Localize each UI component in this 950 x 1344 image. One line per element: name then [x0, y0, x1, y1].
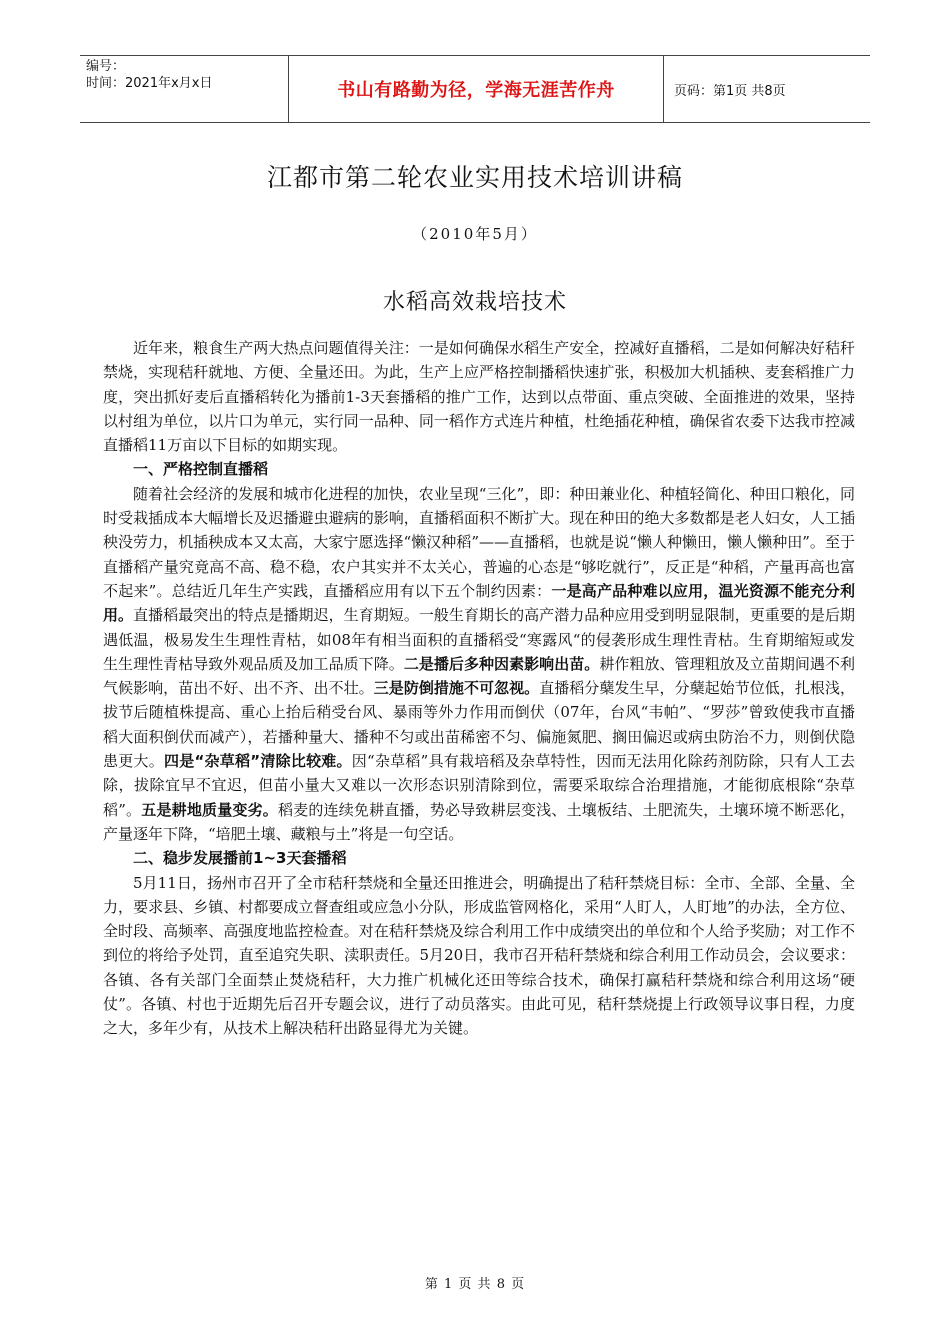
section-2-heading: 二、稳步发展播前1~3天套播稻 — [133, 849, 347, 868]
document-body — [103, 336, 855, 1041]
section-1-heading: 一、严格控制直播稻 — [133, 460, 269, 479]
document-subtitle: 水稻高效栽培技术 — [382, 290, 567, 315]
document-date: （2010年5月） — [412, 225, 538, 243]
section-2-paragraph: 5月11日，扬州市召开了全市秸秆禁烧和全量还田推进会，明确提出了秸秆禁烧目标：全市、全部、全量、全力，要求县、乡镇、村都要成立督查组或应急小分队，形成监管网格化，采用“人盯人，人盯地”的办法，全方位、全时段、高频率、高强度地监控检查。对在秸秆禁烧及综合利用工作中成绩突出的单位和个人给予奖励；对工作不到位的将给予处罚，直至追究失职、渎职责任。5月20日，我市召开秸秆禁烧和综合利用工作动员会，会议要求：各镇、各有关部门全面禁止焚烧秸秆，大力推广机械化还田等综合技术，确保打赢秸秆禁烧和综合利用这场“硬仗”。各镇、村也于近期先后召开专题会议，进行了动员落实。由此可见，秸秆禁烧提上行政领导议事日程，力度之大，多年少有，从技术上解决秸秆出路显得尤为关键。 — [103, 873, 855, 1038]
factor-3-heading: 三是防倒措施不可忽视。 — [373, 679, 540, 698]
factor-1-heading: 一是高产品种难以应用，温光资源不能充分利用。 — [103, 581, 855, 625]
number-label: 编号： — [86, 59, 126, 74]
factor-2-text: 耕作粗放、管理粗放及立苗期间遇不利气候影响，苗出不好、出不齐、出不壮。 — [103, 654, 855, 698]
document-title: 江都市第二轮农业实用技术培训讲稿 — [266, 163, 683, 192]
section-1-lead: 随着社会经济的发展和城市化进程的加快，农业呈现“三化”，即：种田兼业化、种植轻简化、种田口粮化，同时受栽插成本大幅增长及迟播避虫避病的影响，直播稻面积不断扩大。现在种田的绝大多数都是老人妇女，人工插秧没劳力，机插秧成本又太高，大家宁愿选择“懒汉种稻”——直播稻，也就是说“懒人种懒田，懒人懒种田”。至于直播稻产量究竟高不高、稳不稳，农户其实并不太关心，普遍的心态是“够吃就行”，反正是“种稻，产量再高也富不起来”。总结近几年生产实践，直播稻应用有以下五个制约因素： — [103, 484, 855, 600]
factor-3-text: 直播稻分蘖发生早，分蘖起始节位低，扎根浅，拔节后随植株提高、重心上抬后稍受台风、暴雨等外力作用而倒伏（07年，台风“韦帕”、“罗莎”曾致使我市直播稻大面积倒伏而减产），若播种量大、播种不匀或出苗稀密不匀、偏施氮肥、搁田偏迟或病虫防治不力，则倒伏隐患更大。 — [103, 679, 855, 771]
header-page-info: 页码：第1页 共8页 — [674, 83, 786, 99]
section-1-paragraph — [103, 482, 855, 846]
factor-1-text: 直播稻最突出的特点是播期迟，生育期短。一般生育期长的高产潜力品种应用受到明显限制，更重要的是后期遇低温，极易发生生理性青枯，如08年有相当面积的直播稻受“寒露风“的侵袭形成生理性青枯。生育期缩短或发生生理性青枯导致外观品质及加工品质下降。 — [103, 606, 855, 673]
factor-5-text: 稻麦的连续免耕直播，势必导致耕层变浅、土壤板结、土肥流失，土壤环境不断恶化，产量逐年下降，“培肥土壤、藏粮与土”将是一句空话。 — [103, 800, 855, 843]
header-motto: 书山有路勤为径，学海无涯苦作舟 — [289, 56, 664, 122]
time-label: 时间：2021年x月x日 — [86, 76, 213, 91]
factor-2-heading: 二是播后多种因素影响出苗。 — [403, 654, 600, 673]
page-footer: 第 1 页 共 8 页 — [424, 1277, 526, 1292]
factor-5-heading: 五是耕地质量变劣。 — [141, 800, 278, 819]
intro-paragraph: 近年来，粮食生产两大热点问题值得关注：一是如何确保水稻生产安全，控减好直播稻，二是如何解决好秸秆禁烧，实现秸秆就地、方便、全量还田。为此，生产上应严格控制播稻快速扩张，积极加大机插秧、麦套稻推广力度，突出抓好麦后直播稻转化为播前1-3天套播稻的推广工作，达到以点带面、重点突破、全面推进的效果，坚持以村组为单位，以片口为单元，实行同一品种、同一稻作方式连片种植，杜绝插花种植，确保省农委下达我市控减直播稻11万亩以下目标的如期实现。 — [103, 339, 855, 455]
header-meta — [80, 56, 289, 122]
factor-4-heading: 四是“杂草稻”清除比较难。 — [163, 752, 352, 771]
factor-4-text: 因“杂草稻”具有栽培稻及杂草特性，因而无法用化除药剂防除，只有人工去除，拔除宜早不宜迟，但苗小量大又难以一次形态识别清除到位，需要采取综合治理措施，才能彻底根除“杂草稻”。 — [103, 752, 856, 819]
page-header — [80, 55, 870, 123]
